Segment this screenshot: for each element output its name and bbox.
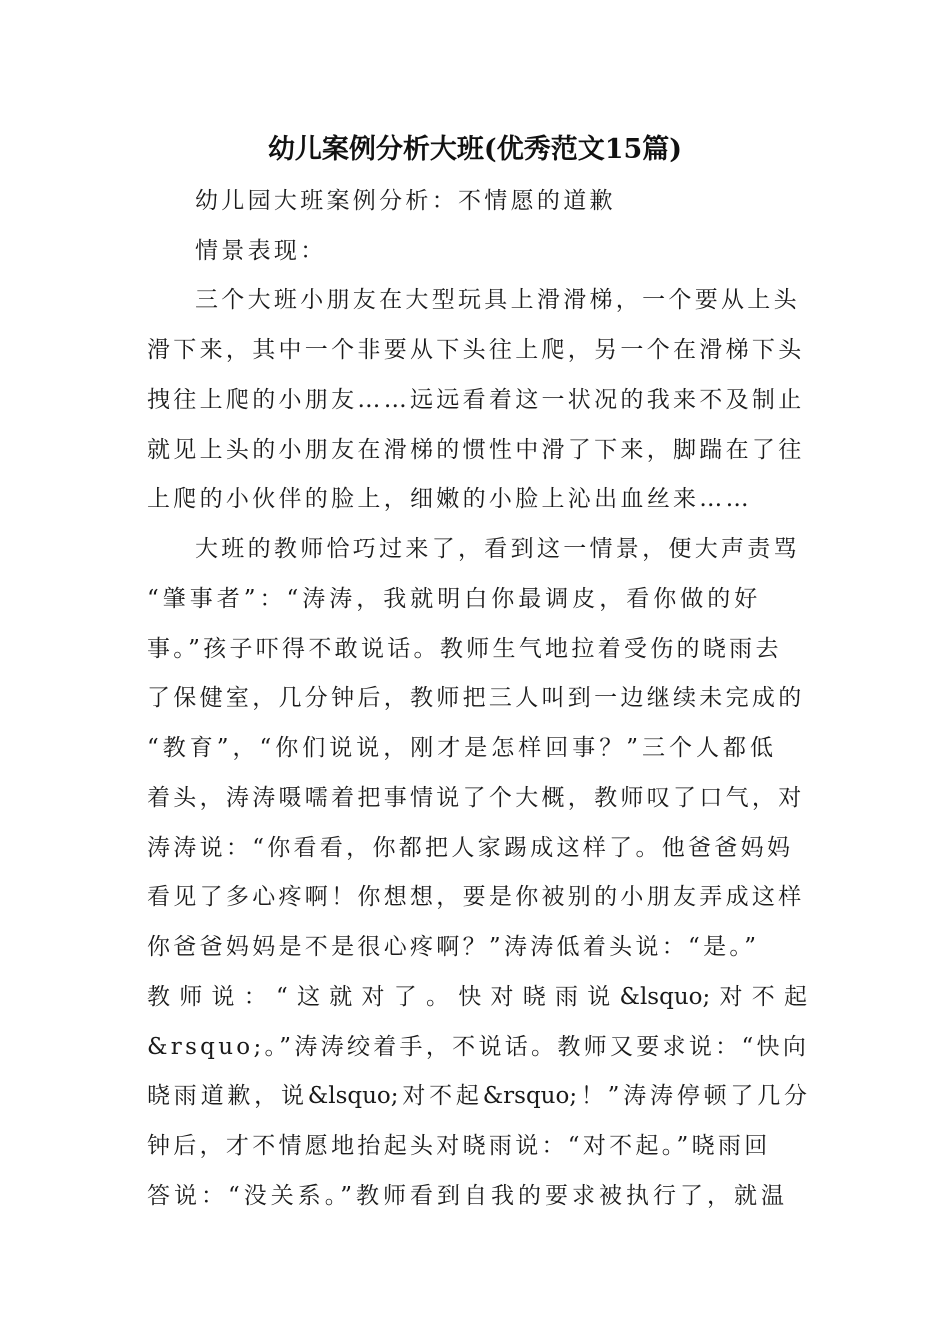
paragraph-2-line: “肇事者”：“涛涛，我就明白你最调皮，看你做的好 bbox=[147, 586, 762, 612]
article-subtitle: 幼儿园大班案例分析：不情愿的道歉 bbox=[195, 188, 616, 214]
paragraph-2-line: &rsquo;。”涛涛绞着手，不说话。教师又要求说：“快向 bbox=[147, 1034, 810, 1060]
paragraph-2-line: 钟后，才不情愿地抬起头对晓雨说：“对不起。”晓雨回 bbox=[147, 1133, 771, 1159]
paragraph-2-line: 着头，涛涛嗫嚅着把事情说了个大概，教师叹了口气，对 bbox=[147, 785, 805, 811]
paragraph-1-line: 上爬的小伙伴的脸上，细嫩的小脸上沁出血丝来…… bbox=[147, 486, 752, 512]
paragraph-2-line: 看见了多心疼啊！你想想，要是你被别的小朋友弄成这样 bbox=[147, 884, 805, 910]
document-title: 幼儿案例分析大班(优秀范文15篇) bbox=[267, 134, 683, 165]
paragraph-2-line: 晓雨道歉，说&lsquo;对不起&rsquo;！”涛涛停顿了几分 bbox=[147, 1083, 807, 1109]
paragraph-2-line: 了保健室，几分钟后，教师把三人叫到一边继续未完成的 bbox=[147, 685, 805, 711]
paragraph-2-line: 你爸爸妈妈是不是很心疼啊？”涛涛低着头说：“是。” bbox=[147, 934, 760, 960]
paragraph-1-line: 三个大班小朋友在大型玩具上滑滑梯，一个要从上头 bbox=[195, 287, 800, 313]
paragraph-1-line: 滑下来，其中一个非要从下头往上爬，另一个在滑梯下头 bbox=[147, 337, 805, 363]
paragraph-2-line: 事。”孩子吓得不敢说话。教师生气地拉着受伤的晓雨去 bbox=[147, 636, 782, 662]
paragraph-2-line: 答说：“没关系。”教师看到自我的要求被执行了，就温 bbox=[147, 1183, 789, 1209]
section-heading: 情景表现： bbox=[195, 238, 327, 264]
paragraph-1-line: 就见上头的小朋友在滑梯的惯性中滑了下来，脚踹在了往 bbox=[147, 437, 805, 463]
paragraph-2-line: 涛涛说：“你看看，你都把人家踢成这样了。他爸爸妈妈 bbox=[147, 835, 794, 861]
paragraph-2-line: 大班的教师恰巧过来了，看到这一情景，便大声责骂 bbox=[195, 536, 800, 562]
paragraph-2-line: 教师说：“这就对了。快对晓雨说&lsquo;对不起 bbox=[147, 984, 807, 1010]
paragraph-1-line: 拽往上爬的小朋友……远远看着这一状况的我来不及制止 bbox=[147, 387, 805, 413]
paragraph-2-line: “教育”，“你们说说，刚才是怎样回事？”三个人都低 bbox=[147, 735, 778, 761]
